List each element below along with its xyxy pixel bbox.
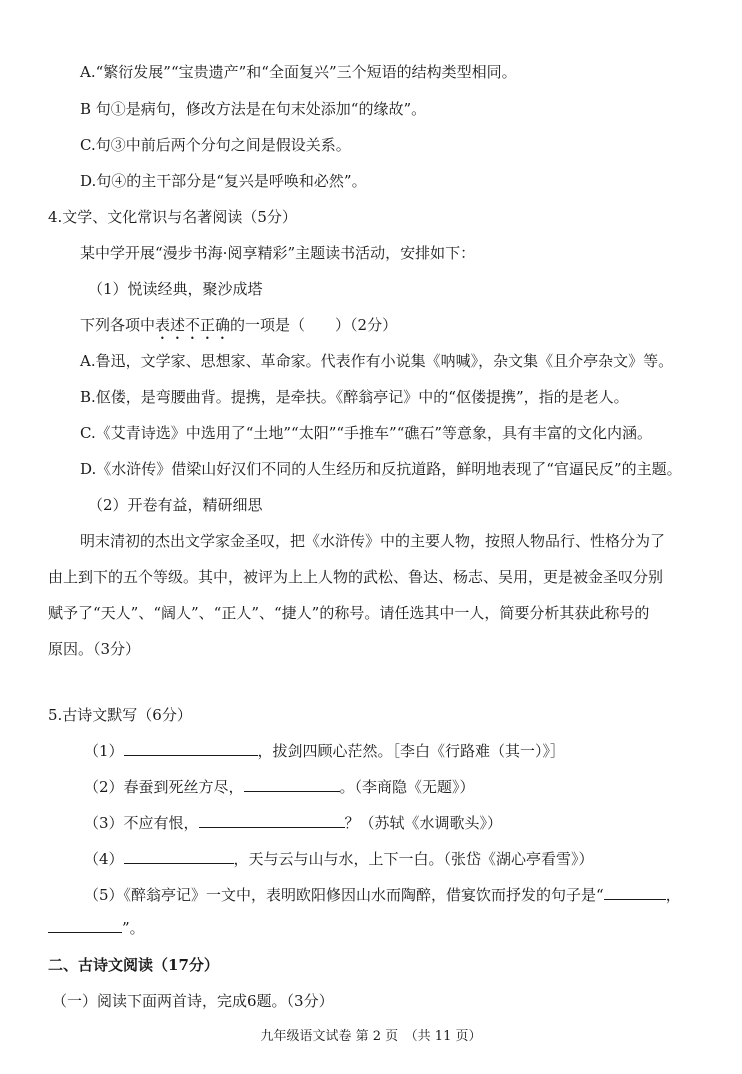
answer-blank[interactable]: [244, 777, 340, 792]
item-text: ，拔剑四顾心茫然。［李白《行路难（其一）》］: [257, 742, 566, 760]
q3-option-b: B 句①是病句，修改方法是在句末处添加“的缘故”。: [80, 100, 427, 118]
q4-part2-line: 赋予了“天人”、“阔人”、“正人”、“捷人”的称号。请任选其中一人，简要分析其获此称号的: [48, 604, 650, 622]
q5-item-1: [84, 741, 565, 761]
q4-part2-line: 明末清初的杰出文学家金圣叹，把《水浒传》中的主要人物，按照人物品行、性格分为了: [80, 532, 666, 550]
q4-part2-line: 由上到下的五个等级。其中，被评为上上人物的武松、鲁达、杨志、吴用，更是被金圣叹分别: [48, 568, 664, 586]
q3-option-a: A.“繁衍发展”“宝贵遗产”和“全面复兴”三个短语的结构类型相同。: [80, 63, 517, 81]
q5-heading: 5.古诗文默写（6分）: [48, 706, 192, 724]
q4-option-d: D.《水浒传》借梁山好汉们不同的人生经历和反抗道路，鲜明地表现了“官逼民反”的主题。: [80, 460, 682, 478]
answer-blank[interactable]: [604, 885, 666, 900]
section2-heading: 二、古诗文阅读（17分）: [48, 956, 219, 974]
q5-item-3: [84, 813, 502, 833]
q5-item-4: [84, 849, 594, 869]
q4-part2-title: （2）开卷有益，精研细思: [88, 496, 263, 514]
item-after: ？（苏轼《水调歌头》）: [344, 814, 503, 832]
q5-item-2: [84, 777, 475, 797]
item-number: （1）: [84, 742, 124, 760]
answer-blank[interactable]: [124, 741, 258, 756]
q4-part2-line: 原因。（3分）: [48, 640, 141, 658]
section2-subheading: （一）阅读下面两首诗，完成6题。（3分）: [52, 992, 334, 1010]
q4-option-b: B.伛偻，是弯腰曲背。提携，是牵扶。《醉翁亭记》中的“伛偻提携”，指的是老人。: [80, 388, 629, 406]
q5-item-5: [84, 885, 681, 905]
answer-blank[interactable]: [124, 849, 234, 864]
item-text: （2）春蚕到死丝方尽，: [84, 778, 244, 796]
answer-blank[interactable]: [199, 813, 345, 828]
q3-option-d: D.句④的主干部分是“复兴是呼唤和必然”。: [80, 172, 367, 190]
item-end: ”。: [122, 919, 145, 937]
item-after: 。（李商隐《无题》）: [339, 778, 475, 796]
item-comma: ，: [665, 886, 681, 904]
q4-part1-title: （1）悦读经典，聚沙成塔: [88, 280, 263, 298]
q3-option-c: C.句③中前后两个分句之间是假设关系。: [80, 136, 351, 154]
answer-blank[interactable]: [48, 918, 122, 933]
q4-heading: 4.文学、文化常识与名著阅读（5分）: [48, 208, 297, 226]
stem-after: 的一项是（ ）（2分）: [230, 316, 398, 334]
stem-emphasis: 表述不正确: [155, 316, 231, 334]
page-footer: 九年级语文试卷 第 2 页 （共 11 页）: [260, 1029, 482, 1044]
q4-option-c: C.《艾青诗选》中选用了“土地”“太阳”“手推车”“礁石”等意象，具有丰富的文化内涵。: [80, 424, 653, 442]
item-number: （4）: [84, 850, 124, 868]
item-text: ，天与云与山与水，上下一白。（张岱《湖心亭看雪》）: [233, 850, 594, 868]
item-text: （5）《醉翁亭记》一文中，表明欧阳修因山水而陶醉，借宴饮而抒发的句子是“: [84, 886, 604, 904]
item-text: （3）不应有恨，: [84, 814, 199, 832]
stem-before: 下列各项中: [80, 316, 156, 334]
q5-item-5-cont: [48, 918, 145, 938]
q4-option-a: A.鲁迅，文学家、思想家、革命家。代表作有小说集《呐喊》，杂文集《且介亭杂文》等。: [80, 352, 674, 370]
q4-intro: 某中学开展“漫步书海·阅享精彩”主题读书活动，安排如下：: [80, 244, 476, 262]
q4-part1-stem: [80, 315, 397, 343]
